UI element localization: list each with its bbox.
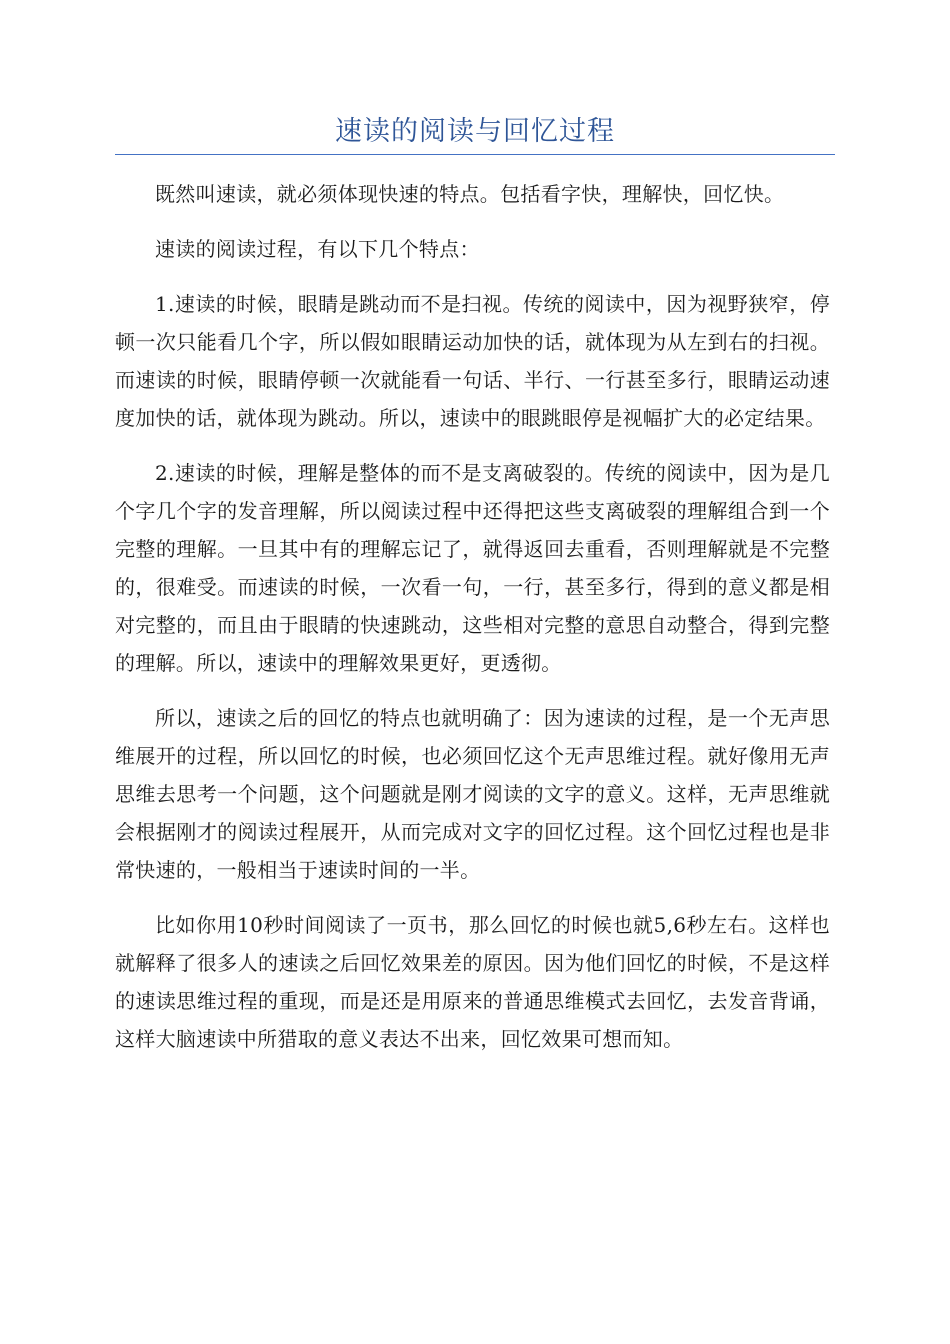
paragraph-features-heading: 速读的阅读过程，有以下几个特点： [155, 237, 480, 261]
document-body [115, 175, 830, 1075]
paragraph-point-2: 2.速读的时候，理解是整体的而不是支离破裂的。传统的阅读中，因为是几个字几个字的发音理解，所以阅读过程中还得把这些支离破裂的理解组合到一个完整的理解。一旦其中有的理解忘记了，就得返回去重看，否则理解就是不完整的，很难受。而速读的时候，一次看一句，一行，甚至多行，得到的意义都是相对完整的，而且由于眼睛的快速跳动，这些相对完整的意思自动整合，得到完整的理解。所以，速读中的理解效果更好，更透彻。 [115, 461, 830, 675]
paragraph-intro: 既然叫速读，就必须体现快速的特点。包括看字快，理解快，回忆快。 [155, 182, 785, 206]
title-underline-rule [115, 154, 835, 155]
paragraph-example: 比如你用10秒时间阅读了一页书，那么回忆的时候也就5,6秒左右。这样也就解释了很多人的速读之后回忆效果差的原因。因为他们回忆的时候，不是这样的速读思维过程的重现，而是还是用原来的普通思维模式去回忆，去发音背诵，这样大脑速读中所猎取的意义表达不出来，回忆效果可想而知。 [115, 913, 830, 1051]
paragraph-recall: 所以，速读之后的回忆的特点也就明确了：因为速读的过程，是一个无声思维展开的过程，所以回忆的时候，也必须回忆这个无声思维过程。就好像用无声思维去思考一个问题，这个问题就是刚才阅读的文字的意义。这样，无声思维就会根据刚才的阅读过程展开，从而完成对文字的回忆过程。这个回忆过程也是非常快速的，一般相当于速读时间的一半。 [115, 706, 830, 882]
document-title: 速读的阅读与回忆过程 [335, 116, 615, 147]
paragraph-point-1: 1.速读的时候，眼睛是跳动而不是扫视。传统的阅读中，因为视野狭窄，停顿一次只能看几个字，所以假如眼睛运动加快的话，就体现为从左到右的扫视。而速读的时候，眼睛停顿一次就能看一句话、半行、一行甚至多行，眼睛运动速度加快的话，就体现为跳动。所以，速读中的眼跳眼停是视幅扩大的必定结果。 [115, 292, 830, 430]
